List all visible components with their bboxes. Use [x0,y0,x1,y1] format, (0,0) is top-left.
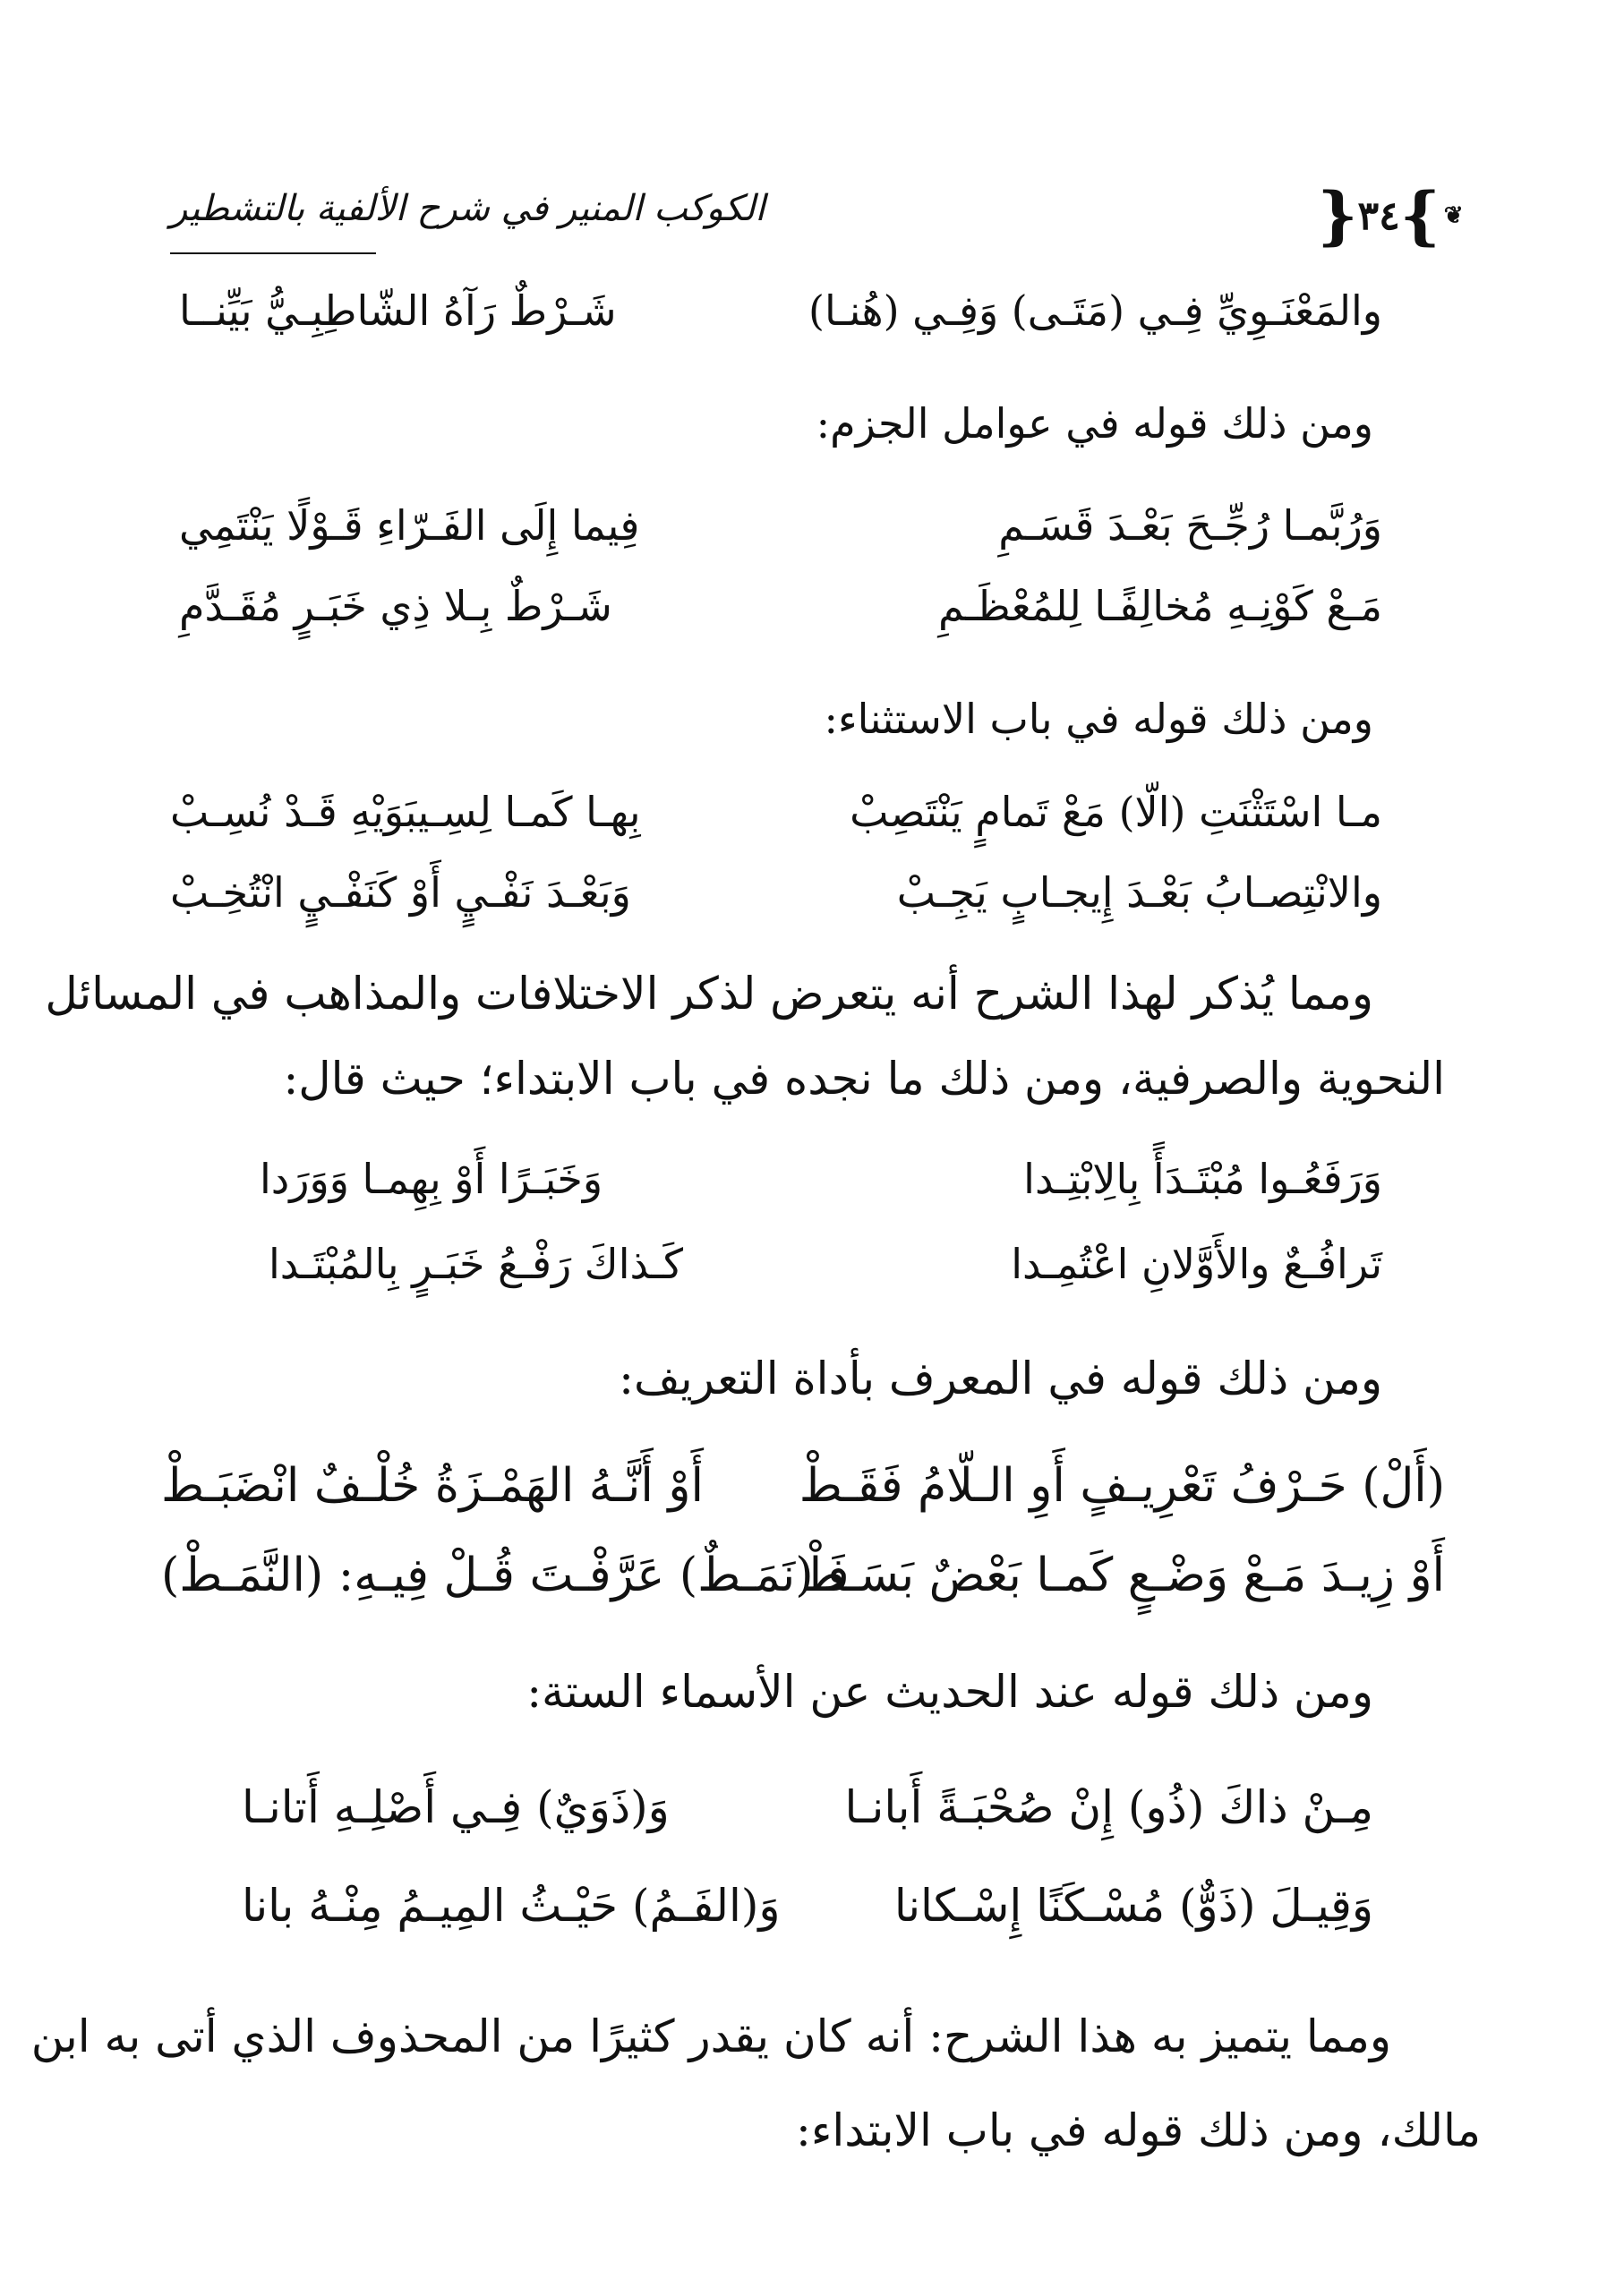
prose-line: ومن ذلك قوله عند الحديث عن الأسماء الستة: [526,1666,1373,1718]
verse-hemistich-left: فَـ(نَمَـطٌ) عَرَّفْـتَ قُـلْ فِيـهِ: (النَّمَـطْ) [161,1549,850,1602]
prose-line: مالك، ومن ذلك قوله في باب الابتداء: [796,2104,1481,2156]
verse-line [269,1240,1382,1302]
verse-hemistich-right: (أَلْ) حَـرْفُ تَعْرِيـفٍ أَوِ الـلّامُ فَقَـطْ [799,1459,1445,1513]
header-rule [170,252,376,254]
prose-line: النحوية والصرفية، ومن ذلك ما نجده في باب الابتداء؛ حيث قال: [283,1053,1445,1105]
running-header [170,170,1464,269]
prose-line: ومن ذلك قوله في المعرف بأداة التعريف: [619,1353,1382,1404]
verse-hemistich-right: وَقِيـلَ (ذَوٌّ) مُسْـكَنًا إِسْـكانا [893,1880,1373,1932]
running-title: الكوكب المنير في شرح الألفية بالتشطير [170,188,765,229]
verse-line [260,1155,1382,1217]
right-brace-icon: { [1317,178,1358,252]
verse-hemistich-left: وَبَعْـدَ نَفْـيٍ أَوْ كَنَفْـيٍ انْتُخِـبْ [170,868,631,917]
verse-line [242,1781,1373,1844]
verse-line [170,788,1382,850]
prose-line: ومن ذلك قوله في باب الاستثناء: [824,695,1373,743]
verse-hemistich-right: وَرُبَّمـا رُجِّـحَ بَعْـدَ قَسَـمِ [998,501,1382,550]
verse-line [242,1880,1373,1942]
verse-line [161,1549,1445,1611]
ornament-icon: ❦ [1443,202,1464,229]
verse-hemistich-right: مَـعْ كَوْنِـهِ مُخالِفًـا لِلمُعْظَـمِ [937,582,1382,630]
verse-hemistich-right: مـا اسْتَثْنَتِ (الّا) مَعْ تَمامٍ يَنْتَصِبْ [850,788,1382,836]
verse-hemistich-left: شَـرْطٌ رَآهُ الشّاطِبِـيُّ بَيِّنــا [179,286,617,335]
page-number: ٣٤ [1357,192,1400,239]
prose-line: ومما يتميز به هذا الشرح: أنه كان يقدر كثيرًا من المحذوف الذي أتى به ابن [30,2010,1391,2062]
verse-line [170,868,1382,931]
verse-hemistich-right: أَوْ زِيـدَ مَـعْ وَضْـعٍ كَمـا بَعْضٌ بَسَـطْ [801,1549,1445,1602]
verse-line [179,582,1382,644]
verse-hemistich-right: والمَعْنَـوِيِّ فِـي (مَتَـى) وَفِـي (هُنـا) [808,286,1382,335]
verse-hemistich-left: شَـرْطٌ بِـلا ذِي خَبَـرٍ مُقَـدَّمِ [179,582,612,630]
verse-hemistich-right: تَرافُـعٌ والأَوَّلانِ اعْتُمِـدا [1011,1240,1382,1288]
page-number-frame [1317,178,1464,252]
verse-line [179,501,1382,564]
prose-line: ومن ذلك قوله في عوامل الجزم: [816,399,1373,448]
verse-hemistich-left: أَوْ أَنَّـهُ الهَمْـزَةُ خُلْـفٌ انْضَبَـطْ [161,1459,704,1513]
verse-hemistich-right: وَرَفَعُـوا مُبْتَـدَأً بِالِابْتِـدا [1023,1155,1382,1203]
prose-line: ومما يُذكر لهذا الشرح أنه يتعرض لذكر الاختلافات والمذاهب في المسائل [45,968,1373,1020]
verse-hemistich-left: فِيما إِلَى الفَـرّاءِ قَـوْلًا يَنْتَمِي [179,501,640,550]
verse-hemistich-right: والانْتِصـابُ بَعْـدَ إِيجـابٍ يَجِـبْ [896,868,1382,917]
verse-hemistich-left: وَ(الفَـمُ) حَيْـثُ المِيـمُ مِنْـهُ بانا [242,1880,781,1932]
verse-hemistich-left: بِهـا كَمـا لِسِـيبَوَيْهِ قَـدْ نُسِـبْ [170,788,641,836]
verse-line [179,286,1382,349]
left-brace-icon: } [1399,178,1440,252]
verse-hemistich-left: كَـذاكَ رَفْـعُ خَبَـرٍ بِالمُبْتَـدا [269,1240,684,1288]
verse-hemistich-left: وَ(ذَوَيٌ) فِـي أَصْلِـهِ أَتانـا [242,1781,670,1833]
verse-hemistich-right: مِـنْ ذاكَ (ذُو) إِنْ صُحْبَـةً أَبانـا [844,1781,1373,1833]
verse-hemistich-left: وَخَبَـرًا أَوْ بِهِمـا وَوَرَدا [260,1155,603,1203]
verse-line [161,1459,1445,1522]
